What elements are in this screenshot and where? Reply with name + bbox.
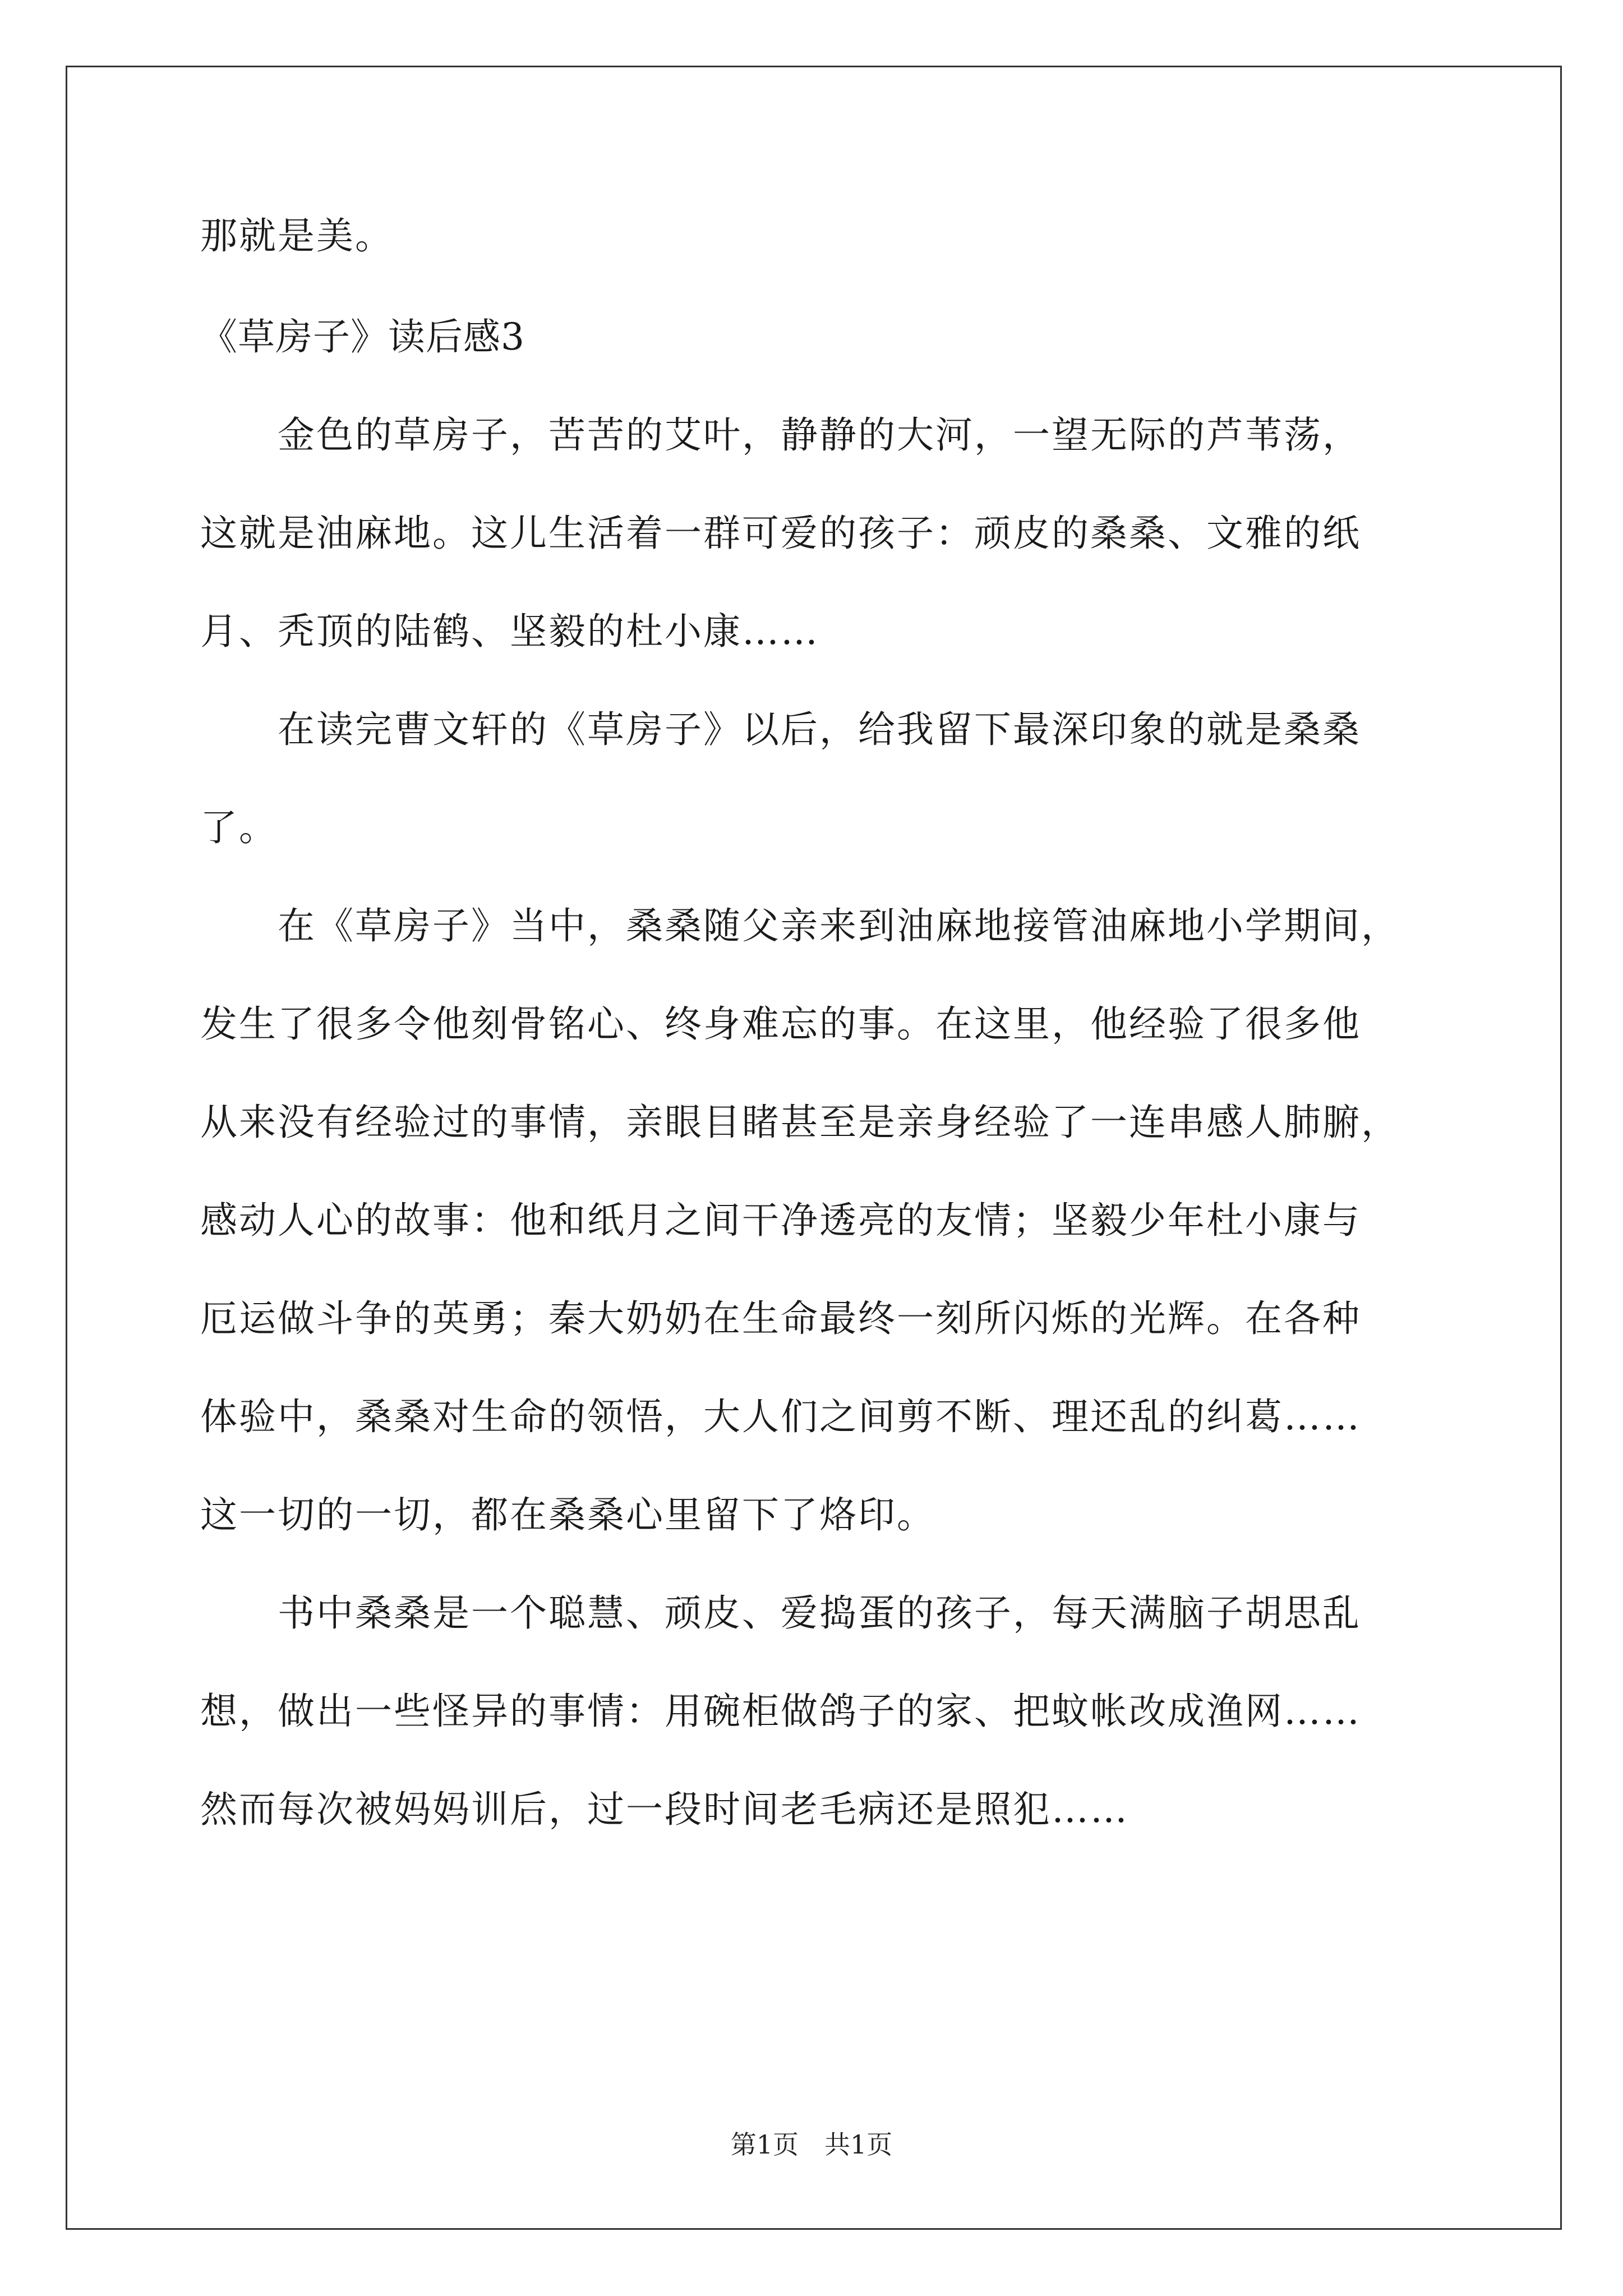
paragraph-line: 月、秃顶的陆鹤、坚毅的杜小康…… bbox=[200, 610, 819, 653]
text-line: 那就是美。 bbox=[200, 214, 394, 257]
paragraph-line: 书中桑桑是一个聪慧、顽皮、爱捣蛋的孩子，每天满脑子胡思乱 bbox=[278, 1591, 1361, 1635]
paragraph-line: 发生了很多令他刻骨铭心、终身难忘的事。在这里，他经验了很多他 bbox=[200, 1002, 1361, 1046]
paragraph-line: 体验中，桑桑对生命的领悟，大人们之间剪不断、理还乱的纠葛…… bbox=[200, 1395, 1361, 1438]
paragraph-line: 这一切的一切，都在桑桑心里留下了烙印。 bbox=[200, 1493, 935, 1536]
paragraph-line: 这就是油麻地。这儿生活着一群可爱的孩子：顽皮的桑桑、文雅的纸 bbox=[200, 512, 1361, 555]
paragraph-line: 想，做出一些怪异的事情：用碗柜做鸽子的家、把蚊帐改成渔网…… bbox=[200, 1690, 1361, 1733]
section-heading: 《草房子》读后感3 bbox=[200, 315, 525, 358]
page-footer: 第1页 共1页 bbox=[730, 2129, 893, 2160]
paragraph-line: 在《草房子》当中，桑桑随父亲来到油麻地接管油麻地小学期间， bbox=[278, 904, 1400, 947]
paragraph-line: 金色的草房子，苦苦的艾叶，静静的大河，一望无际的芦苇荡， bbox=[278, 413, 1361, 457]
document-body bbox=[200, 214, 1452, 1889]
paragraph-line: 在读完曹文轩的《草房子》以后，给我留下最深印象的就是桑桑 bbox=[278, 708, 1361, 751]
paragraph-line: 了。 bbox=[200, 806, 278, 849]
paragraph-line: 从来没有经验过的事情，亲眼目睹甚至是亲身经验了一连串感人肺腑， bbox=[200, 1101, 1400, 1144]
paragraph-line: 厄运做斗争的英勇；秦大奶奶在生命最终一刻所闪烁的光辉。在各种 bbox=[200, 1297, 1361, 1340]
paragraph-line: 感动人心的故事：他和纸月之间干净透亮的友情；坚毅少年杜小康与 bbox=[200, 1199, 1361, 1242]
paragraph-line: 然而每次被妈妈训后，过一段时间老毛病还是照犯…… bbox=[200, 1788, 1129, 1831]
